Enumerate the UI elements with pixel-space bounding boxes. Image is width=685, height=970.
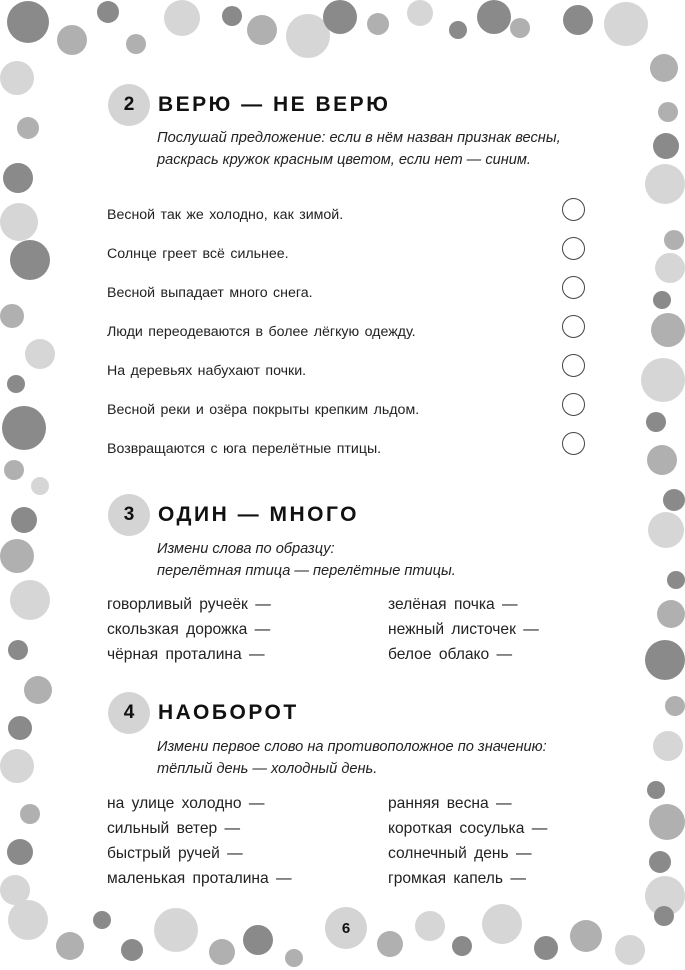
- exercise-word: солнечный день —: [388, 845, 532, 862]
- decorative-dot: [604, 2, 648, 46]
- decorative-dot: [10, 240, 50, 280]
- answer-circle[interactable]: [562, 393, 585, 416]
- decorative-dot: [56, 932, 84, 960]
- decorative-dot: [57, 25, 87, 55]
- exercise-word: нежный листочек —: [388, 621, 539, 638]
- instruction-line: раскрась кружок красным цветом, если нет — синим.: [157, 152, 531, 168]
- decorative-dot: [665, 696, 685, 716]
- exercise-word: сильный ветер —: [107, 820, 241, 837]
- decorative-dot: [323, 0, 357, 34]
- decorative-dot: [3, 163, 33, 193]
- answer-circle[interactable]: [562, 315, 585, 338]
- decorative-dot: [154, 908, 198, 952]
- answer-circle[interactable]: [562, 237, 585, 260]
- decorative-dot: [482, 904, 522, 944]
- answer-circle[interactable]: [562, 198, 585, 221]
- section-title: НАОБОРОТ: [158, 701, 299, 724]
- answer-circle[interactable]: [562, 354, 585, 377]
- answer-circle[interactable]: [562, 276, 585, 299]
- decorative-dot: [93, 911, 111, 929]
- decorative-dot: [8, 640, 28, 660]
- decorative-dot: [121, 939, 143, 961]
- section-title: ОДИН — МНОГО: [158, 503, 359, 526]
- decorative-dot: [285, 949, 303, 967]
- page-number: 6: [325, 907, 367, 949]
- section-number-badge: 2: [108, 84, 150, 126]
- decorative-dot: [452, 936, 472, 956]
- decorative-dot: [657, 600, 685, 628]
- decorative-dot: [663, 489, 685, 511]
- decorative-dot: [126, 34, 146, 54]
- section-4-instruction: [157, 736, 547, 780]
- decorative-dot: [407, 0, 433, 26]
- section-3-header: [108, 494, 359, 536]
- instruction-line: перелётная птица — перелётные птицы.: [157, 563, 456, 579]
- exercise-word: говорливый ручеёк —: [107, 596, 271, 613]
- exercise-word: на улице холодно —: [107, 795, 265, 812]
- decorative-dot: [243, 925, 273, 955]
- decorative-dot: [647, 445, 677, 475]
- decorative-dot: [645, 164, 685, 204]
- decorative-dot: [0, 539, 34, 573]
- decorative-dot: [17, 117, 39, 139]
- decorative-dot: [650, 54, 678, 82]
- section-number-badge: 4: [108, 692, 150, 734]
- statement: Люди переодеваются в более лёгкую одежду.: [107, 324, 416, 340]
- decorative-dot: [25, 339, 55, 369]
- statement: Весной реки и озёра покрыты крепким льдом.: [107, 402, 420, 418]
- decorative-dot: [655, 253, 685, 283]
- decorative-dot: [377, 931, 403, 957]
- decorative-dot: [11, 507, 37, 533]
- decorative-dot: [563, 5, 593, 35]
- statement: Солнце греет всё сильнее.: [107, 246, 289, 262]
- decorative-dot: [97, 1, 119, 23]
- decorative-dot: [648, 512, 684, 548]
- exercise-word: маленькая проталина —: [107, 870, 292, 887]
- decorative-dot: [615, 935, 645, 965]
- decorative-dot: [653, 291, 671, 309]
- instruction-line: Измени слова по образцу:: [157, 541, 335, 557]
- decorative-dot: [653, 133, 679, 159]
- decorative-dot: [651, 313, 685, 347]
- exercise-word: белое облако —: [388, 646, 513, 663]
- decorative-dot: [209, 939, 235, 965]
- section-3-instruction: [157, 538, 456, 582]
- decorative-dot: [534, 936, 558, 960]
- decorative-dot: [0, 203, 38, 241]
- section-number-badge: 3: [108, 494, 150, 536]
- decorative-dot: [664, 230, 684, 250]
- answer-circle[interactable]: [562, 432, 585, 455]
- section-2-instruction: [157, 127, 561, 171]
- instruction-line: Послушай предложение: если в нём назван признак весны,: [157, 130, 561, 146]
- decorative-dot: [641, 358, 685, 402]
- instruction-line: Измени первое слово на противоположное по значению:: [157, 739, 547, 755]
- section-4-header: [108, 692, 299, 734]
- exercise-word: чёрная проталина —: [107, 646, 265, 663]
- statement: На деревьях набухают почки.: [107, 363, 307, 379]
- statement: Весной выпадает много снега.: [107, 285, 313, 301]
- decorative-dot: [10, 580, 50, 620]
- decorative-dot: [7, 375, 25, 393]
- decorative-dot: [0, 749, 34, 783]
- exercise-word: ранняя весна —: [388, 795, 512, 812]
- statement: Весной так же холодно, как зимой.: [107, 207, 344, 223]
- decorative-dot: [649, 851, 671, 873]
- exercise-word: быстрый ручей —: [107, 845, 243, 862]
- decorative-dot: [7, 839, 33, 865]
- decorative-dot: [570, 920, 602, 952]
- decorative-dot: [247, 15, 277, 45]
- decorative-dot: [667, 571, 685, 589]
- decorative-dot: [7, 1, 49, 43]
- decorative-dot: [510, 18, 530, 38]
- decorative-dot: [0, 61, 34, 95]
- exercise-word: громкая капель —: [388, 870, 526, 887]
- decorative-dot: [31, 477, 49, 495]
- decorative-dot: [2, 406, 46, 450]
- decorative-dot: [646, 412, 666, 432]
- decorative-dot: [658, 102, 678, 122]
- decorative-dot: [8, 716, 32, 740]
- decorative-dot: [654, 906, 674, 926]
- decorative-dot: [653, 731, 683, 761]
- decorative-dot: [222, 6, 242, 26]
- decorative-dot: [367, 13, 389, 35]
- decorative-dot: [477, 0, 511, 34]
- decorative-dot: [24, 676, 52, 704]
- exercise-word: скользкая дорожка —: [107, 621, 271, 638]
- decorative-dot: [20, 804, 40, 824]
- decorative-dot: [4, 460, 24, 480]
- decorative-dot: [649, 804, 685, 840]
- section-2-header: [108, 84, 390, 126]
- decorative-dot: [8, 900, 48, 940]
- decorative-dot: [449, 21, 467, 39]
- decorative-dot: [415, 911, 445, 941]
- decorative-dot: [164, 0, 200, 36]
- decorative-dot: [0, 304, 24, 328]
- exercise-word: короткая сосулька —: [388, 820, 548, 837]
- statement: Возвращаются с юга перелётные птицы.: [107, 441, 382, 457]
- decorative-dot: [647, 781, 665, 799]
- section-title: ВЕРЮ — НЕ ВЕРЮ: [158, 93, 391, 116]
- instruction-line: тёплый день — холодный день.: [157, 761, 378, 777]
- decorative-dot: [645, 640, 685, 680]
- exercise-word: зелёная почка —: [388, 596, 518, 613]
